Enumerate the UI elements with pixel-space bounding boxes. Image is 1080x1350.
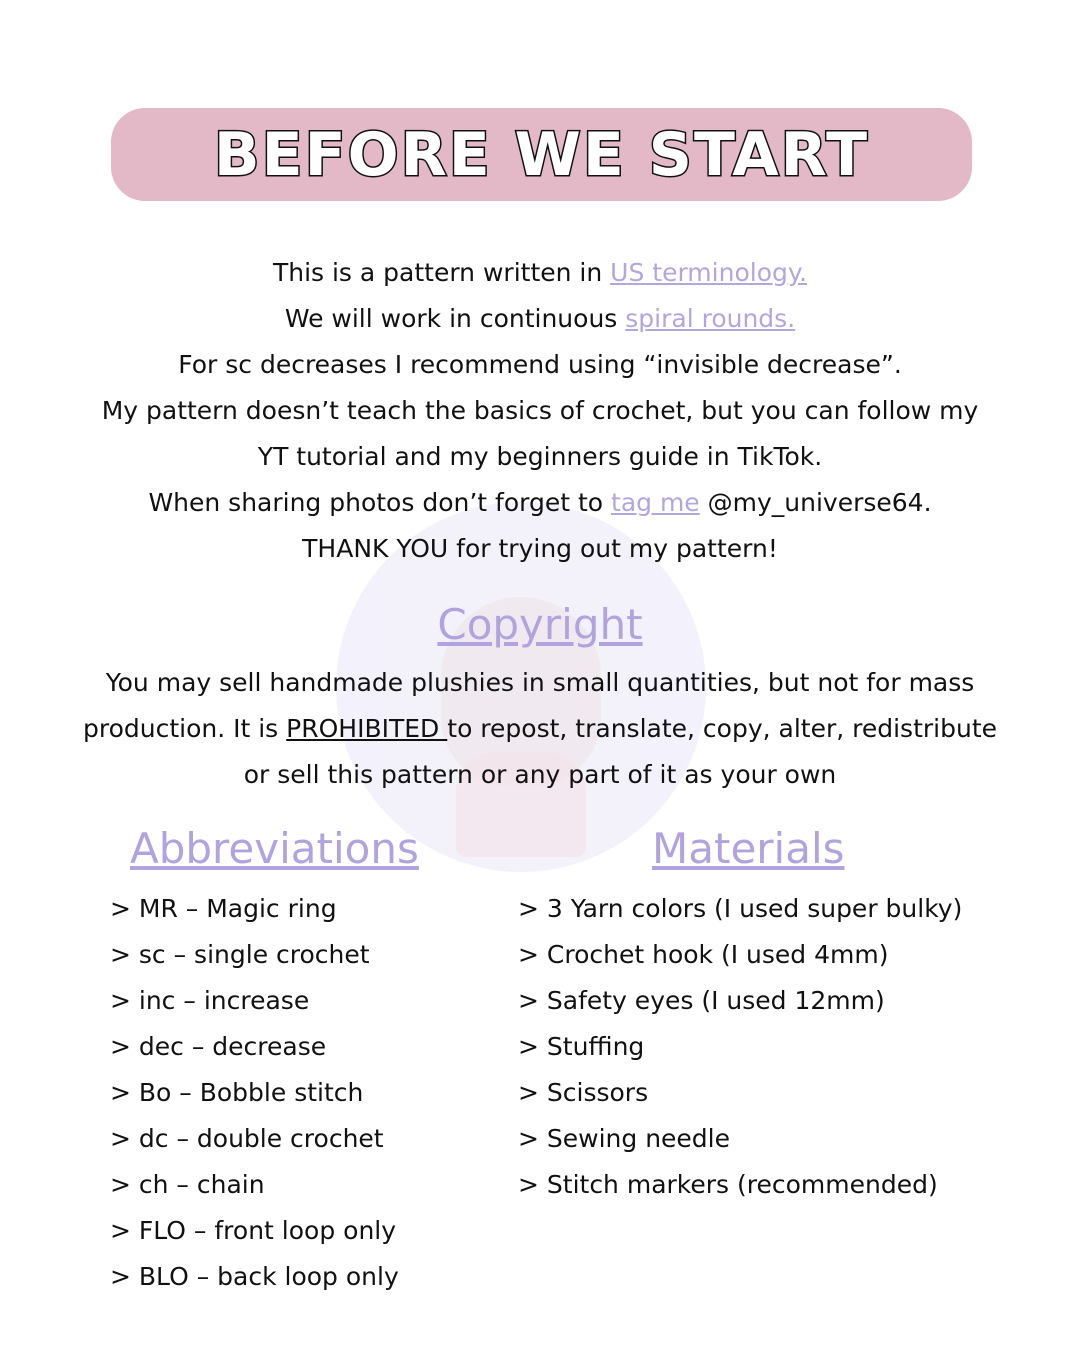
intro-line-thanks: THANK YOU for trying out my pattern! xyxy=(302,534,778,563)
copyright-line xyxy=(60,706,1020,752)
copyright-text-fragment: to repost, translate, copy, alter, redistribute xyxy=(447,714,998,743)
abbreviation-item: > FLO – front loop only xyxy=(110,1216,397,1245)
us-terminology-link[interactable]: US terminology. xyxy=(610,258,808,287)
material-item: > 3 Yarn colors (I used super bulky) xyxy=(518,894,963,923)
abbreviation-item: > ch – chain xyxy=(110,1170,265,1199)
material-item: > Safety eyes (I used 12mm) xyxy=(518,986,885,1015)
copyright-paragraph xyxy=(60,660,1020,798)
material-item: > Stitch markers (recommended) xyxy=(518,1170,938,1199)
intro-line-text: We will work in continuous xyxy=(284,304,626,333)
intro-line-basics: My pattern doesn’t teach the basics of crochet, but you can follow my xyxy=(101,396,979,425)
abbreviation-item: > BLO – back loop only xyxy=(110,1262,399,1291)
abbreviation-item: > inc – increase xyxy=(110,986,310,1015)
materials-list xyxy=(518,886,962,1208)
material-item: > Scissors xyxy=(518,1078,649,1107)
material-item: > Stuffing xyxy=(518,1032,645,1061)
tag-me-link[interactable]: tag me xyxy=(611,488,700,517)
abbreviation-item: > dc – double crochet xyxy=(110,1124,384,1153)
abbreviations-list xyxy=(110,886,399,1300)
intro-line-sharing xyxy=(60,480,1020,526)
prohibited-emphasis: PROHIBITED xyxy=(286,714,448,743)
material-item: > Crochet hook (I used 4mm) xyxy=(518,940,889,969)
copyright-text-fragment: production. It is xyxy=(82,714,287,743)
intro-line-decrease: For sc decreases I recommend using “invisible decrease”. xyxy=(178,350,902,379)
intro-line-text: When sharing photos don’t forget to xyxy=(148,488,612,517)
abbreviation-item: > Bo – Bobble stitch xyxy=(110,1078,364,1107)
intro-line-terminology xyxy=(60,250,1020,296)
spiral-rounds-link[interactable]: spiral rounds. xyxy=(625,304,796,333)
instagram-handle: @my_universe64. xyxy=(699,488,932,517)
title-banner xyxy=(111,108,972,201)
abbreviations-heading: Abbreviations xyxy=(130,824,419,873)
copyright-line: or sell this pattern or any part of it as your own xyxy=(243,760,837,789)
abbreviation-item: > MR – Magic ring xyxy=(110,894,337,923)
intro-line-tutorial: YT tutorial and my beginners guide in TikTok. xyxy=(257,442,823,471)
materials-heading: Materials xyxy=(652,824,845,873)
abbreviation-item: > dec – decrease xyxy=(110,1032,327,1061)
abbreviation-item: > sc – single crochet xyxy=(110,940,370,969)
copyright-heading: Copyright xyxy=(437,600,643,649)
intro-paragraph xyxy=(60,250,1020,572)
material-item: > Sewing needle xyxy=(518,1124,730,1153)
intro-line-spiral xyxy=(60,296,1020,342)
copyright-line: You may sell handmade plushies in small quantities, but not for mass xyxy=(105,668,975,697)
page-title: BEFORE WE START xyxy=(213,119,870,190)
intro-line-text: This is a pattern written in xyxy=(272,258,611,287)
